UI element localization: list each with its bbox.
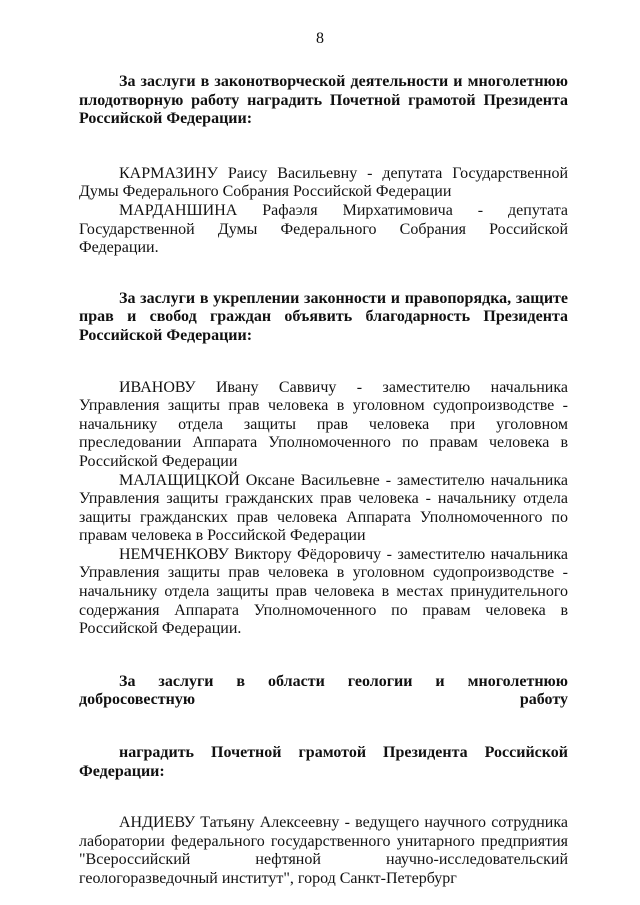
spacer (79, 781, 568, 814)
section-subheading-award: наградить Почетной грамотой Президента Российской Федерации: (79, 744, 568, 780)
spacer (79, 129, 568, 165)
spacer (79, 346, 568, 379)
section-heading-legality: За заслуги в укреплении законности и правопорядка, защите прав и свобод граждан объявить благодарность Президента Российской Федерации: (79, 289, 568, 344)
spacer (79, 639, 568, 673)
award-entry-mardanshin: МАРДАНШИНА Рафаэля Мирхатимовича - депутата Государственной Думы Федерального Собрания Российской Федерации. (79, 201, 568, 257)
document-body (79, 73, 568, 889)
award-entry-andieva: АНДИЕВУ Татьяну Алексеевну - ведущего научного сотрудника лаборатории федерального государственного унитарного предприятия "Всероссийский нефтяной научно-исследовательский геологоразведочный институт", город Санкт-Петербург (79, 814, 568, 887)
section-heading-legislative: За заслуги в законотворческой деятельности и многолетнюю плодотворную работу наградить Почетной грамотой Президента Российской Федерации: (79, 73, 568, 128)
section-heading-geology: За заслуги в области геологии и многолетнюю добросовестную работу (79, 672, 568, 709)
award-entry-karmazina: КАРМАЗИНУ Раису Васильевну - депутата Государственной Думы Федерального Собрания Российской Федерации (79, 164, 568, 201)
award-entry-ivanov: ИВАНОВУ Ивану Саввичу - заместителю начальника Управления защиты прав человека в уголовном судопроизводстве - начальнику отдела защиты прав человека при уголовном преследовании Аппарата Уполномоченного по правам человека в Российской Федерации (79, 378, 568, 470)
page-number: 8 (316, 30, 324, 47)
award-entry-nemchenkov: НЕМЧЕНКОВУ Виктору Фёдоровичу - заместителю начальника Управления защиты прав человека в уголовном судопроизводстве - начальнику отдела защиты прав человека в местах принудительного содержания Аппарата Уполномоченного по правам человека в Российской Федерации. (79, 545, 568, 638)
spacer (79, 710, 568, 744)
award-entry-malashchitskaya: МАЛАЩИЦКОЙ Оксане Васильевне - заместителю начальника Управления защиты гражданских прав человека - начальнику отдела защиты гражданских прав человека Аппарата Уполномоченного по правам человека в Российской Федерации (79, 471, 568, 545)
spacer (79, 258, 568, 290)
